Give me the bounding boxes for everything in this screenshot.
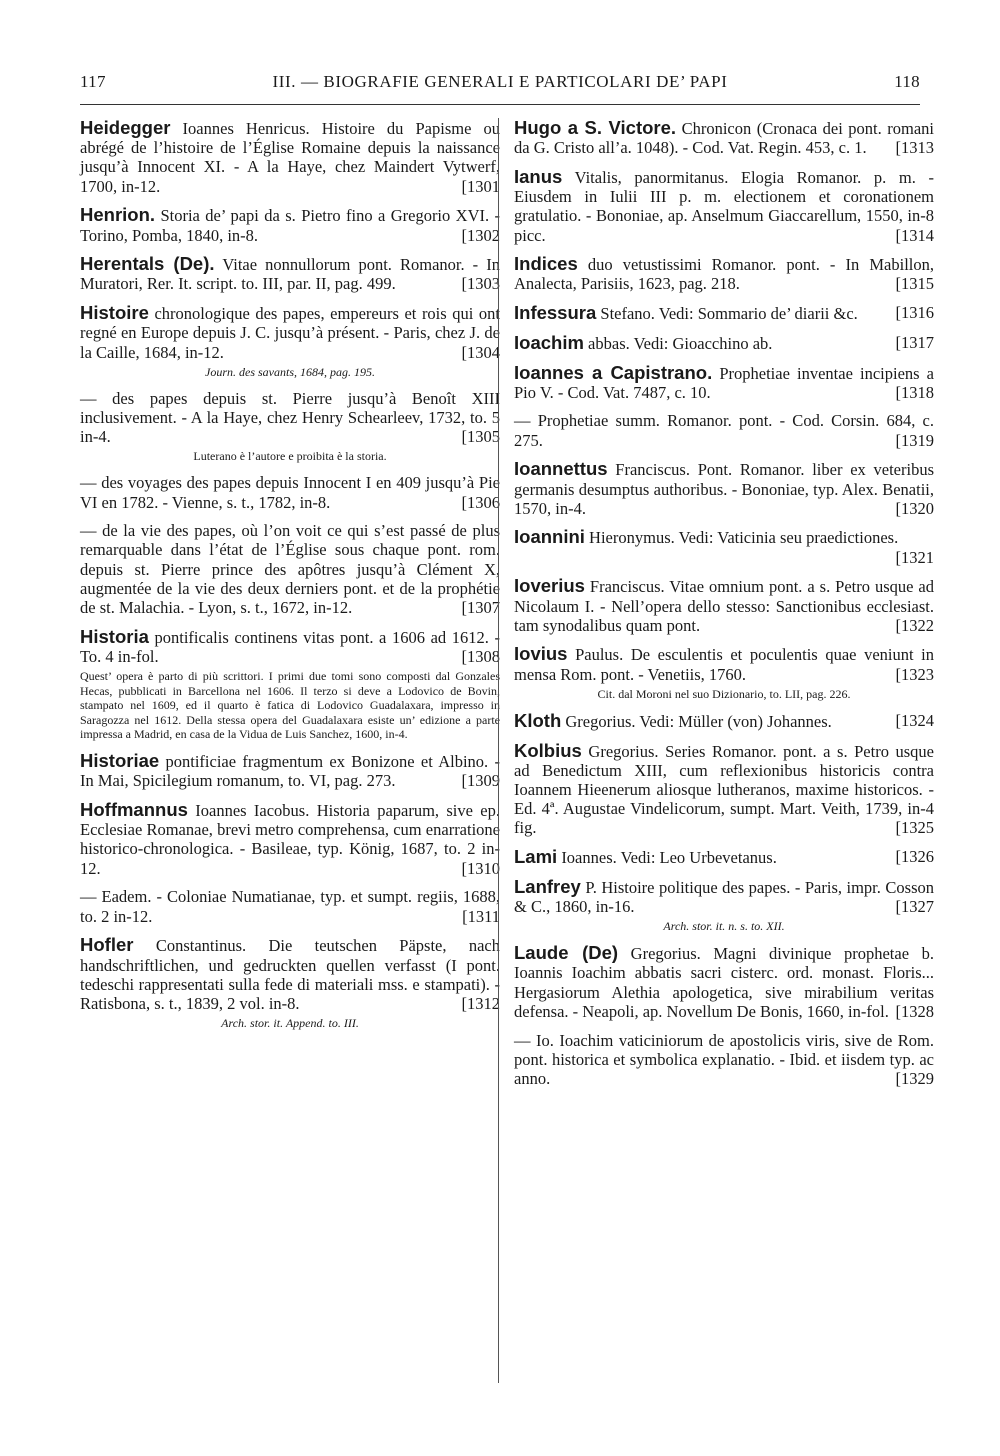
- entry-text: Franciscus. Vitae omnium pont. a s. Petro usque ad Nicolaum I. - Nell’opera dello stesso: Sanctionibus ecclesiast. tam synodalibus quam pont.: [514, 577, 934, 635]
- bibliography-entry: [80, 627, 500, 742]
- entry-number: [1323: [895, 664, 934, 684]
- entry-heading: Hugo a S. Victore.: [514, 117, 677, 138]
- entry-heading: Historia: [80, 625, 149, 647]
- entry-text: — Prophetiae summ. Romanor. pont. - Cod. Corsin. 684, c. 275.: [514, 411, 934, 450]
- bibliography-entry: [80, 751, 500, 790]
- bibliography-entry: [80, 118, 500, 196]
- entry-heading: Ioachim: [514, 331, 584, 353]
- entry-text: pontificiae fragmentum ex Bonizone et Albino. - In Mai, Spicilegium romanum, to. VI, pag. 273.: [80, 752, 501, 791]
- entry-heading: Hoffmannus: [80, 799, 188, 821]
- entry-number: [1309: [461, 771, 500, 791]
- entry-number: [1308: [461, 646, 500, 666]
- bibliography-entry: [80, 887, 500, 925]
- bibliography-entry: [514, 847, 934, 867]
- entry-heading: Laude (De): [514, 942, 619, 964]
- bibliography-entry: [514, 333, 934, 353]
- bibliography-entry: [80, 935, 500, 1030]
- entry-number: [1306: [461, 492, 500, 512]
- bibliography-entry: [514, 644, 934, 701]
- entry-text: Gregorius. Magni divinique prophetae b. Ioannis Ioachim abbatis sacri cisterc. ord. monast. Floris... Hergasiorum Alethia apologetica, sive mirabilium veritas defensa. - Neapoli, ap. Novellum De Bonis, 1660, in-fol.: [514, 944, 934, 1021]
- entry-number: [1315: [895, 274, 934, 294]
- entry-text: Constantinus. Die teutschen Päpste, nach handschriftlichen, und gedruckten quellen verfasst (I pont. tedeschi rappresentati sulla fede di materiali mss. e stampati). - Ratisbona, s. t., 1839, 2 vol. in-8.: [80, 936, 500, 1013]
- entry-note: Arch. stor. it. Append. to. III.: [221, 1016, 359, 1031]
- bibliography-entry: [514, 741, 934, 838]
- entry-number: [1302: [461, 225, 500, 245]
- entry-number: [1327: [895, 897, 934, 916]
- section-title: III. — BIOGRAFIE GENERALI E PARTICOLARI DE’ PAPI: [272, 72, 728, 91]
- entry-number: [1312: [461, 993, 500, 1013]
- entry-number: [1329: [895, 1068, 934, 1088]
- bibliography-entry: [80, 389, 500, 464]
- entry-number: [1318: [895, 382, 934, 402]
- entry-text: — des papes depuis st. Pierre jusqu’à Benoît XIII inclusivement. - A la Haye, chez Henry Schearleev, 1732, to. 5 in-4.: [80, 388, 500, 447]
- entry-number: [1310: [461, 858, 500, 878]
- right-page-number: 118: [894, 72, 920, 91]
- entry-number: [1307: [461, 598, 500, 618]
- running-header: [80, 72, 920, 98]
- entry-note: Cit. dal Moroni nel suo Dizionario, to. LII, pag. 226.: [597, 686, 851, 701]
- entry-heading: Herentals (De).: [80, 253, 215, 275]
- entry-text: Chronicon (Cronaca dei pont. romani da G. Cristo all’a. 1048). - Cod. Vat. Regin. 453, c. 1.: [514, 119, 934, 158]
- entry-text: Paulus. De esculentis et poculentis quae veniunt in mensa Rom. pont. - Venetiis, 1760.: [514, 645, 935, 684]
- entry-note: Journ. des savants, 1684, pag. 195.: [205, 364, 375, 379]
- entry-heading: Kloth: [514, 709, 562, 731]
- entry-number: [1322: [895, 615, 934, 635]
- entry-number: [1303: [461, 274, 500, 294]
- entry-note: Luterano è l’autore e proibita è la storia.: [193, 449, 387, 464]
- bibliography-entry: [80, 205, 500, 244]
- entry-text: chronologique des papes, empereurs et rois qui ont regné en Europe depuis J. C. jusqu’à présent. - Paris, chez J. de la Caille, 1684, in-12.: [80, 304, 500, 362]
- entry-heading: Ioannini: [514, 526, 585, 548]
- entry-number: [1304: [461, 342, 500, 362]
- bibliography-entry: [514, 303, 934, 323]
- entry-text: abbas. Vedi: Gioacchino ab.: [588, 333, 773, 353]
- entry-number: [1317: [895, 332, 934, 352]
- entry-note: Quest’ opera è parto di più scrittori. I primi due tomi sono composti dal Gonzales Hecas, pubblicati in Barcellona nel 1606. Il terzo si deve a Lodovico de Bovin, stampato nel 1609, ed il quarto è fatica di Lodovico Guadalaxara, impresso in Saragozza nel 1612. Della stessa opera del Guadalaxara esiste un’ edizione a parte impressa a Madrid, en casa de la Vidua de Luis Sanchez, 1600, in-4.: [80, 669, 500, 742]
- entry-number: [1313: [895, 138, 934, 158]
- entry-text: Stefano. Vedi: Sommario de’ diarii &c.: [600, 304, 858, 324]
- entry-text: pontificalis continens vitas pont. a 1606 ad 1612. - To. 4 in-fol.: [80, 627, 501, 666]
- bibliography-entry: [80, 254, 500, 293]
- entry-text: Ioannes. Vedi: Leo Urbevetanus.: [561, 848, 777, 868]
- entry-number: [1324: [895, 710, 934, 730]
- entry-number: [1328: [895, 1001, 934, 1021]
- entry-number: [1326: [895, 847, 934, 867]
- entry-text: Vitalis, panormitanus. Elogia Romanor. p. m. - Eiusdem in Iulii III p. m. electionem et coronationem gratulatio. - Bononiae, ap. Anselmum Giaccarellum, 1550, in-8 picc.: [514, 167, 934, 245]
- entry-text: Storia de’ papi da s. Pietro fino a Gregorio XVI. - Torino, Pomba, 1840, in-8.: [80, 206, 501, 245]
- entry-text: Gregorius. Series Romanor. pont. a s. Petro usque ad Benedictum XIII, cum reflexionibus historicis contra Ioannem Hieenerum aliosque lutheranos, maxime historicos. - Ed. 4ª. Augustae Vindelicorum, sumpt. Mart. Veith, 1739, in-4 fig.: [514, 741, 934, 838]
- entry-heading: Lanfrey: [514, 875, 581, 897]
- entry-heading: Ianus: [514, 165, 563, 187]
- entry-heading: Ioverius: [514, 575, 585, 597]
- left-page-number: 117: [80, 72, 106, 91]
- entry-text: Franciscus. Pont. Romanor. liber ex veteribus germanis desumptus authoribus. - Bononiae, typ. Alex. Benatii, 1570, in-4.: [514, 460, 934, 518]
- entry-heading: Ioannes a Capistrano.: [514, 361, 713, 383]
- entry-number: [1301: [461, 176, 500, 196]
- left-column: [80, 118, 500, 1040]
- entry-text: Gregorius. Vedi: Müller (von) Johannes.: [565, 711, 832, 731]
- bibliography-entry: [514, 254, 934, 293]
- entry-heading: Heidegger: [80, 117, 171, 138]
- entry-number: [1320: [895, 498, 934, 518]
- entry-heading: Historiae: [80, 750, 160, 772]
- entry-heading: Ioannettus: [514, 458, 608, 480]
- entry-text: — Io. Ioachim vaticiniorum de apostolicis viris, sive de Rom. pont. historica et symbolica explanatio. - Ibid. et iisdem typ. ac anno.: [514, 1030, 934, 1088]
- bibliography-entry: [514, 711, 934, 731]
- bibliography-entry: [514, 118, 934, 157]
- entry-number: [1319: [895, 430, 934, 450]
- entry-heading: Hofler: [80, 934, 134, 956]
- entry-text: — Eadem. - Coloniae Numatianae, typ. et sumpt. regiis, 1688, to. 2 in-12.: [80, 887, 500, 926]
- entry-text: Vitae nonnullorum pont. Romanor. - In Muratori, Rer. It. script. to. III, par. II, pag. 499.: [80, 255, 501, 294]
- bibliography-entry: [514, 1031, 934, 1089]
- entry-text: P. Histoire politique des papes. - Paris, impr. Cosson & C., 1860, in-16.: [514, 877, 935, 916]
- entry-text: — des voyages des papes depuis Innocent I en 409 jusqu’à Pie VI en 1782. - Vienne, s. t., 1782, in-8.: [80, 473, 500, 512]
- bibliography-entry: [514, 877, 934, 934]
- entry-number: [1305: [461, 427, 500, 447]
- entry-number: [1321: [895, 547, 934, 567]
- entry-text: Ioannes Iacobus. Historia paparum, sive ep. Ecclesiae Romanae, brevi metro comprehensa, cum enarratione historico-chronologica. - Basileae, typ. König, 1687, to. 2 in-12.: [80, 801, 500, 878]
- entry-note: Arch. stor. it. n. s. to. XII.: [663, 919, 785, 934]
- entry-heading: Henrion.: [80, 204, 156, 226]
- entry-heading: Infessura: [514, 302, 597, 324]
- entry-text: Ioannes Henricus. Histoire du Papisme ou abrégé de l’histoire de l’Église Romaine depuis la naissance jusqu’à Innocent XI. - A la Haye, chez Maindert Vytwerf, 1700, in-12.: [80, 119, 500, 196]
- header-rule: [80, 104, 920, 105]
- entry-heading: Iovius: [514, 643, 568, 665]
- bibliography-entry: [80, 800, 500, 878]
- entry-text: Prophetiae inventae incipiens a Pio V. - Cod. Vat. 7487, c. 10.: [514, 363, 934, 402]
- bibliography-entry: [514, 363, 934, 402]
- entry-number: [1316: [895, 303, 934, 323]
- entry-number: [1311: [462, 906, 500, 926]
- entry-number: [1325: [895, 818, 934, 838]
- entry-heading: Indices: [514, 253, 578, 275]
- entry-heading: Histoire: [80, 302, 149, 324]
- bibliography-entry: [80, 521, 500, 617]
- bibliography-entry: [514, 411, 934, 449]
- bibliography-entry: [514, 527, 934, 566]
- bibliography-entry: [80, 303, 500, 379]
- entry-number: [1314: [895, 225, 934, 245]
- entry-heading: Lami: [514, 846, 558, 868]
- bibliography-entry: [514, 576, 934, 635]
- column-divider: [498, 118, 499, 1383]
- bibliography-entry: [514, 943, 934, 1021]
- entry-heading: Kolbius: [514, 739, 582, 761]
- right-column: [514, 118, 934, 1098]
- entry-text: Hieronymus. Vedi: Vaticinia seu praedictiones.: [589, 528, 899, 548]
- bibliography-entry: [514, 167, 934, 245]
- bibliography-entry: [80, 473, 500, 511]
- entry-text: — de la vie des papes, où l’on voit ce qui s’est passé de plus remarquable dans l’état de l’Église sous chaque pont. rom. depuis st. Pierre prince des apôtres jusqu’à Clément X, augmentée de la vie des deux derniers pont. et de la prophétie de st. Malachia. - Lyon, s. t., 1672, in-12.: [80, 521, 500, 618]
- entry-text: duo vetustissimi Romanor. pont. - In Mabillon, Analecta, Parisiis, 1623, pag. 218.: [514, 255, 934, 294]
- bibliography-entry: [514, 459, 934, 518]
